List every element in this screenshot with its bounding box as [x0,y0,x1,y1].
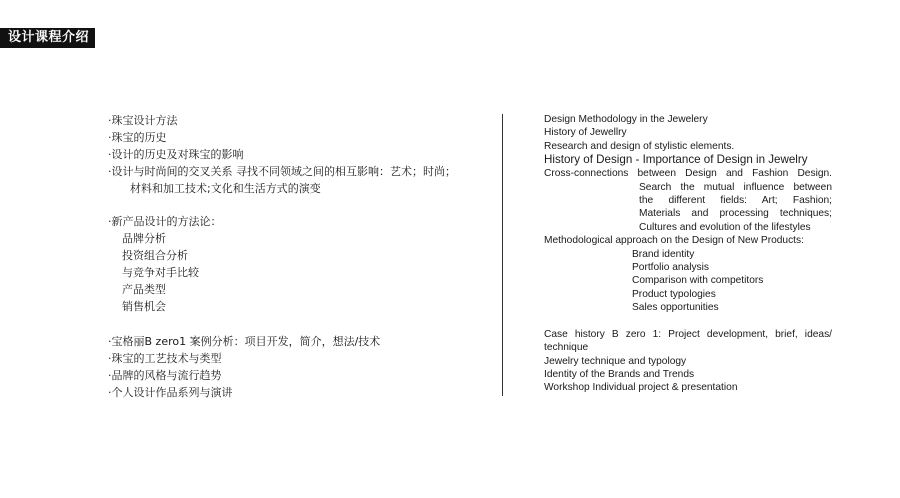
list-item: Jewelry technique and typology [544,355,687,367]
list-item: Cross-connections between Design and Fashion Design. [544,168,832,180]
list-item: Cultures and evolution of the lifestyles [639,221,811,233]
list-item: Research and design of stylistic elements. [544,140,735,152]
list-item: History of Design - Importance of Design in Jewelry [544,153,808,167]
sub-item: 产品类型 [122,283,166,296]
sub-item: Sales opportunities [632,302,719,314]
sub-item: Comparison with competitors [632,275,764,287]
list-item: the different fields: Art; Fashion; [639,195,832,207]
sub-item: 与竞争对手比较 [122,266,199,279]
list-item-continuation: 材料和加工技术;文化和生活方式的演变 [130,182,321,195]
list-item: Materials and processing techniques; [639,208,832,220]
list-item: ·珠宝的历史 [108,131,167,144]
list-item: ·宝格丽B zero1 案例分析：项目开发，简介，想法/技术 [108,335,381,348]
list-item: Design Methodology in the Jewelery [544,114,708,125]
sub-item: 品牌分析 [122,232,166,245]
list-item-continuation: technique [544,342,589,354]
chinese-course-list [108,112,493,401]
list-item: Case history B zero 1: Project development, brief, ideas/ [544,328,832,340]
list-item: ·个人设计作品系列与演讲 [108,386,233,399]
english-course-list [544,113,832,395]
list-item: ·品牌的风格与流行趋势 [108,369,222,382]
list-item: History of Jewellry [544,127,627,139]
list-item: Identity of the Brands and Trends [544,368,695,380]
list-item: ·设计与时尚间的交叉关系 寻找不同领域之间的相互影响：艺术；时尚； [108,165,456,178]
page-title: 设计课程介绍 [0,28,95,48]
list-heading: ·新产品设计的方法论： [108,215,222,228]
list-item: ·设计的历史及对珠宝的影响 [108,148,244,161]
list-item: Search the mutual influence between [639,181,832,193]
list-item: ·珠宝的工艺技术与类型 [108,352,222,365]
sub-item: Brand identity [632,248,695,260]
sub-item: Portfolio analysis [632,262,710,274]
sub-item: Product typologies [632,288,716,300]
list-item: ·珠宝设计方法 [108,114,178,127]
sub-item: 投资组合分析 [122,249,188,262]
column-divider [502,114,503,396]
list-item: Workshop Individual project & presentation [544,382,738,394]
sub-item: 销售机会 [122,300,166,313]
list-heading: Methodological approach on the Design of New Products: [544,235,804,247]
